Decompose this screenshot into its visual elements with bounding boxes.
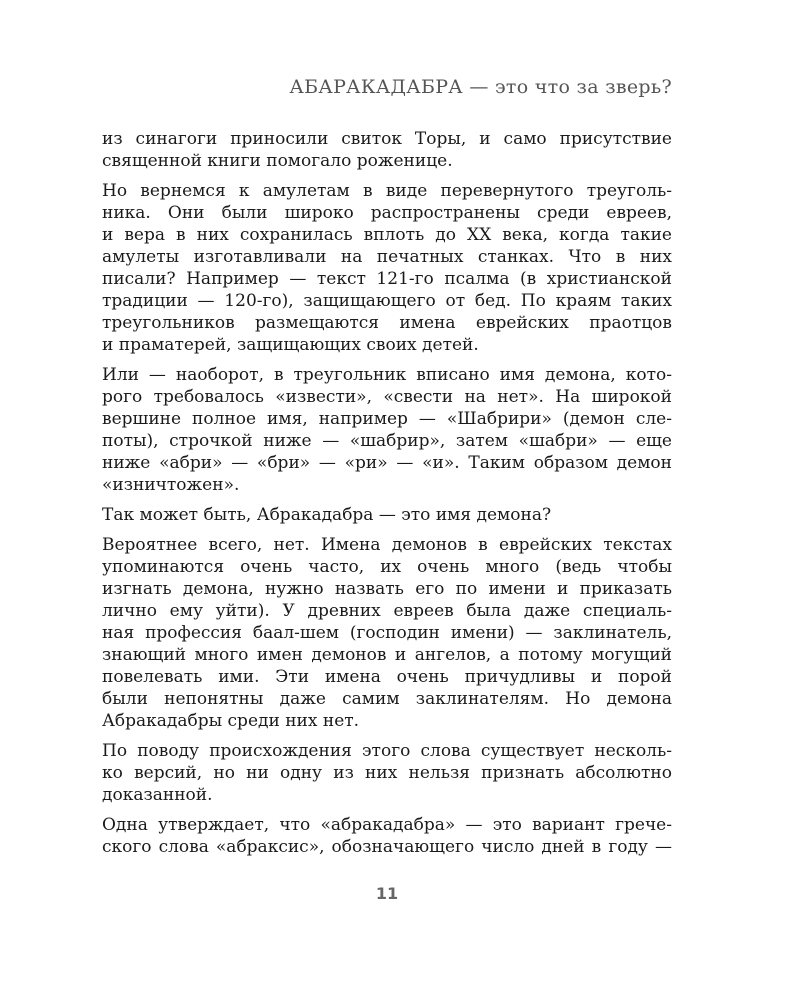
text-line: традиции — 120-го), защищающего от бед. По краям таких [102, 291, 672, 311]
text-line: Абракадабры среди них нет. [102, 711, 360, 731]
text-line: лично ему уйти). У древних евреев была даже специаль- [102, 601, 672, 621]
text-line: ниже «абри» — «бри» — «ри» — «и». Таким образом демон [102, 453, 672, 473]
paragraph [102, 180, 672, 356]
running-head: АБАРАКАДАБРА — это что за зверь? [289, 76, 672, 98]
text-line: упоминаются очень часто, их очень много (ведь чтобы [102, 557, 672, 577]
text-line: треугольников размещаются имена еврейских праотцов [102, 313, 672, 333]
text-line: ко версий, но ни одну из них нельзя признать абсолютно [102, 763, 672, 783]
text-line: ского слова «абраксис», обозначающего число дней в году — [102, 837, 672, 857]
text-line: поты), строчкой ниже — «шабрир», затем «шабри» — еще [102, 431, 672, 451]
text-line: вершине полное имя, например — «Шабрири» (демон сле- [102, 409, 672, 429]
page-number: 11 [375, 884, 399, 903]
text-line: писали? Например — текст 121-го псалма (в христианской [102, 269, 672, 289]
text-line: и праматерей, защищающих своих детей. [102, 335, 479, 355]
paragraph [102, 504, 672, 526]
text-line: амулеты изготавливали на печатных станках. Что в них [102, 247, 672, 267]
text-line: Но вернемся к амулетам в виде перевернутого треуголь- [102, 181, 672, 201]
paragraph [102, 740, 672, 806]
text-line: священной книги помогало роженице. [102, 151, 453, 171]
text-line: По поводу происхождения этого слова существует несколь- [102, 741, 672, 761]
text-line: рого требовалось «извести», «свести на нет». На широкой [102, 387, 672, 407]
paragraph [102, 534, 672, 732]
text-line: Одна утверждает, что «абракадабра» — это вариант грече- [102, 815, 672, 835]
text-line: «изничтожен». [102, 475, 240, 495]
text-line: ника. Они были широко распространены среди евреев, [102, 203, 672, 223]
paragraph [102, 814, 672, 858]
text-line: изгнать демона, нужно назвать его по имени и приказать [102, 579, 672, 599]
text-line: доказанной. [102, 785, 213, 805]
body-text [102, 128, 672, 866]
text-line: повелевать ими. Эти имена очень причудливы и порой [102, 667, 672, 687]
text-line: Вероятнее всего, нет. Имена демонов в еврейских текстах [102, 535, 672, 555]
text-line: были непонятны даже самим заклинателям. Но демона [102, 689, 672, 709]
text-line: и вера в них сохранилась вплоть до XX века, когда такие [102, 225, 672, 245]
paragraph [102, 364, 672, 496]
paragraph [102, 128, 672, 172]
text-line: из синагоги приносили свиток Торы, и само присутствие [102, 129, 672, 149]
text-line: знающий много имен демонов и ангелов, а потому могущий [102, 645, 672, 665]
text-line: ная профессия баал-шем (господин имени) — заклинатель, [102, 623, 672, 643]
text-line: Так может быть, Абракадабра — это имя демона? [102, 505, 552, 525]
text-line: Или — наоборот, в треугольник вписано имя демона, кото- [102, 365, 672, 385]
